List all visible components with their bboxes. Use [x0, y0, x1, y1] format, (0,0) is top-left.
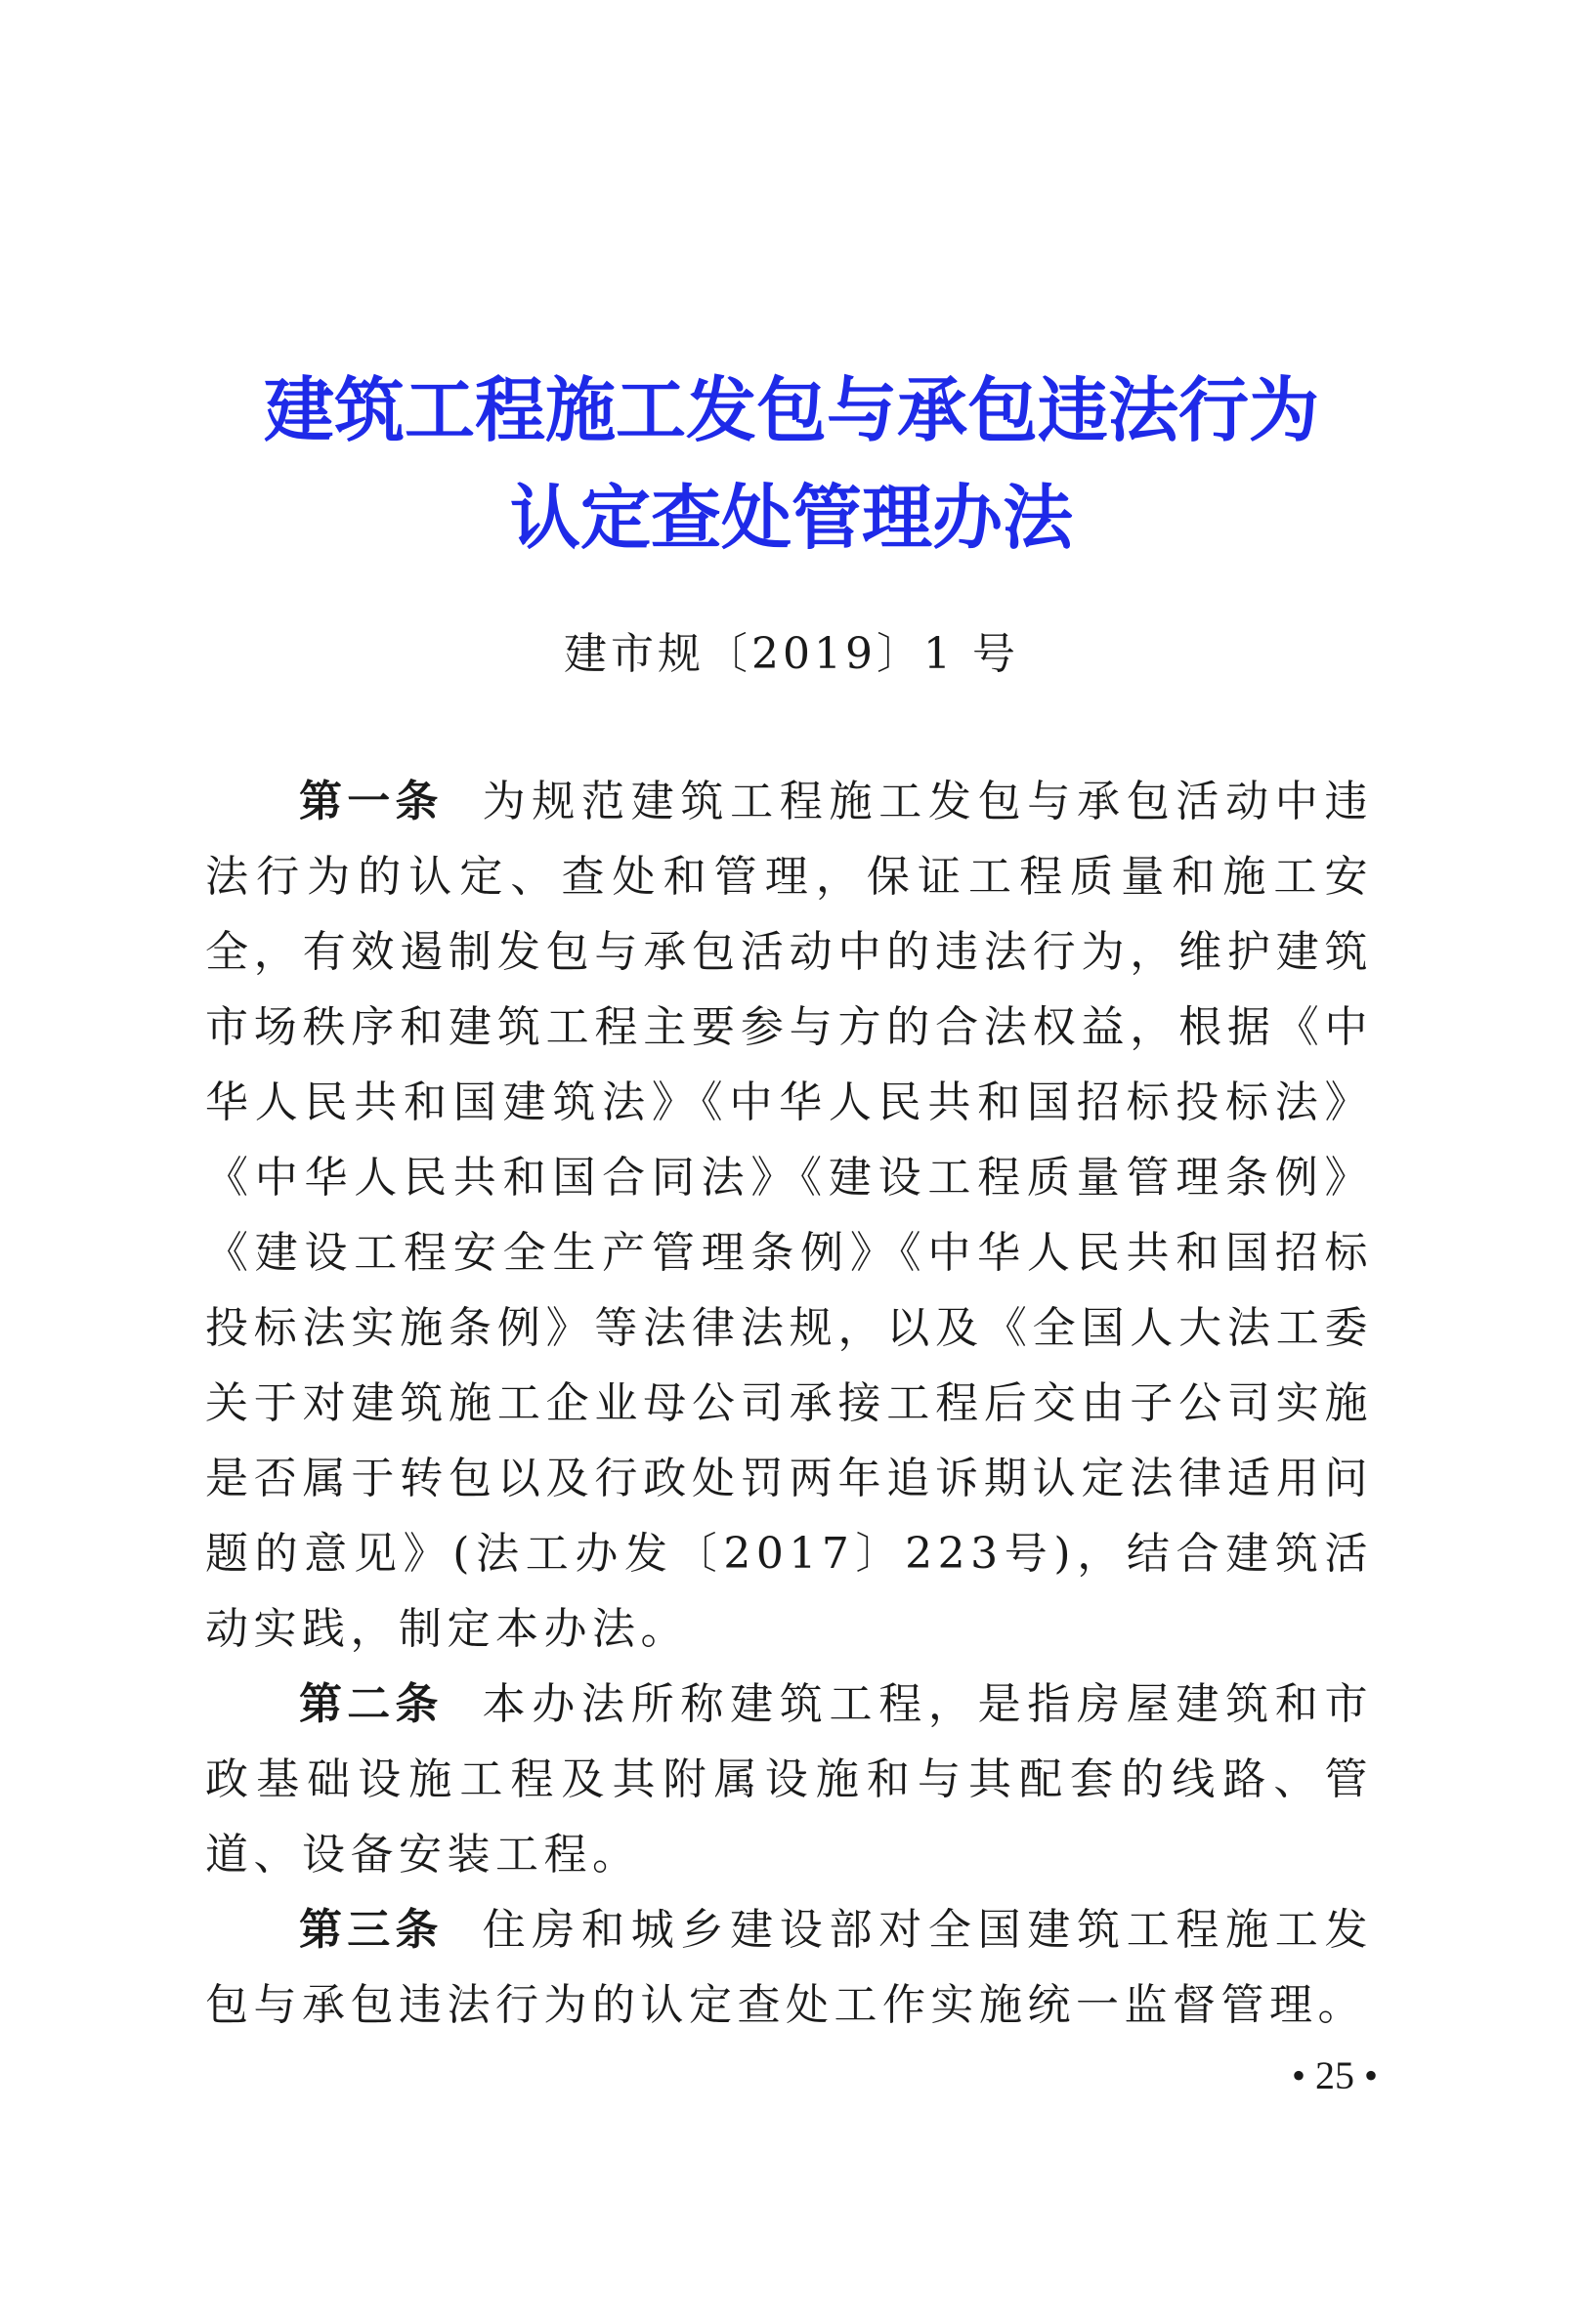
article-2: [205, 1667, 1373, 1892]
article-1-text: 为规范建筑工程施工发包与承包活动中违法行为的认定、查处和管理，保证工程质量和施工安全，有效遏制发包与承包活动中的违法行为，维护建筑市场秩序和建筑工程主要参与方的合法权益，根据《中华人民共和国建筑法》《中华人民共和国招标投标法》《中华人民共和国合同法》《建设工程质量管理条例》《建设工程安全生产管理条例》《中华人民共和国招标投标法实施条例》等法律法规，以及《全国人大法工委关于对建筑施工企业母公司承接工程后交由子公司实施是否属于转包以及行政处罚两年追诉期认定法律适用问题的意见》(法工办发〔2017〕223号)，结合建筑活动实践，制定本办法。: [205, 777, 1374, 1654]
article-1-heading: 第一条: [299, 777, 444, 826]
document-title-line-1: 建筑工程施工发包与承包违法行为: [263, 368, 1319, 451]
article-3: [205, 1892, 1373, 2043]
article-2-text: 本办法所称建筑工程，是指房屋建筑和市政基础设施工程及其附属设施和与其配套的线路、管道、设备安装工程。: [205, 1679, 1374, 1880]
article-1: [205, 764, 1373, 1667]
article-2-heading: 第二条: [299, 1679, 444, 1729]
page-number: • 25 •: [1291, 2053, 1378, 2097]
document-title-line-2: 认定查处管理办法: [509, 476, 1073, 559]
article-3-heading: 第三条: [299, 1905, 444, 1955]
article-3-text: 住房和城乡建设部对全国建筑工程施工发包与承包违法行为的认定查处工作实施统一监督管理。: [205, 1905, 1374, 2030]
document-body: [205, 764, 1373, 2043]
document-number: 建市规〔2019〕1 号: [564, 629, 1019, 679]
